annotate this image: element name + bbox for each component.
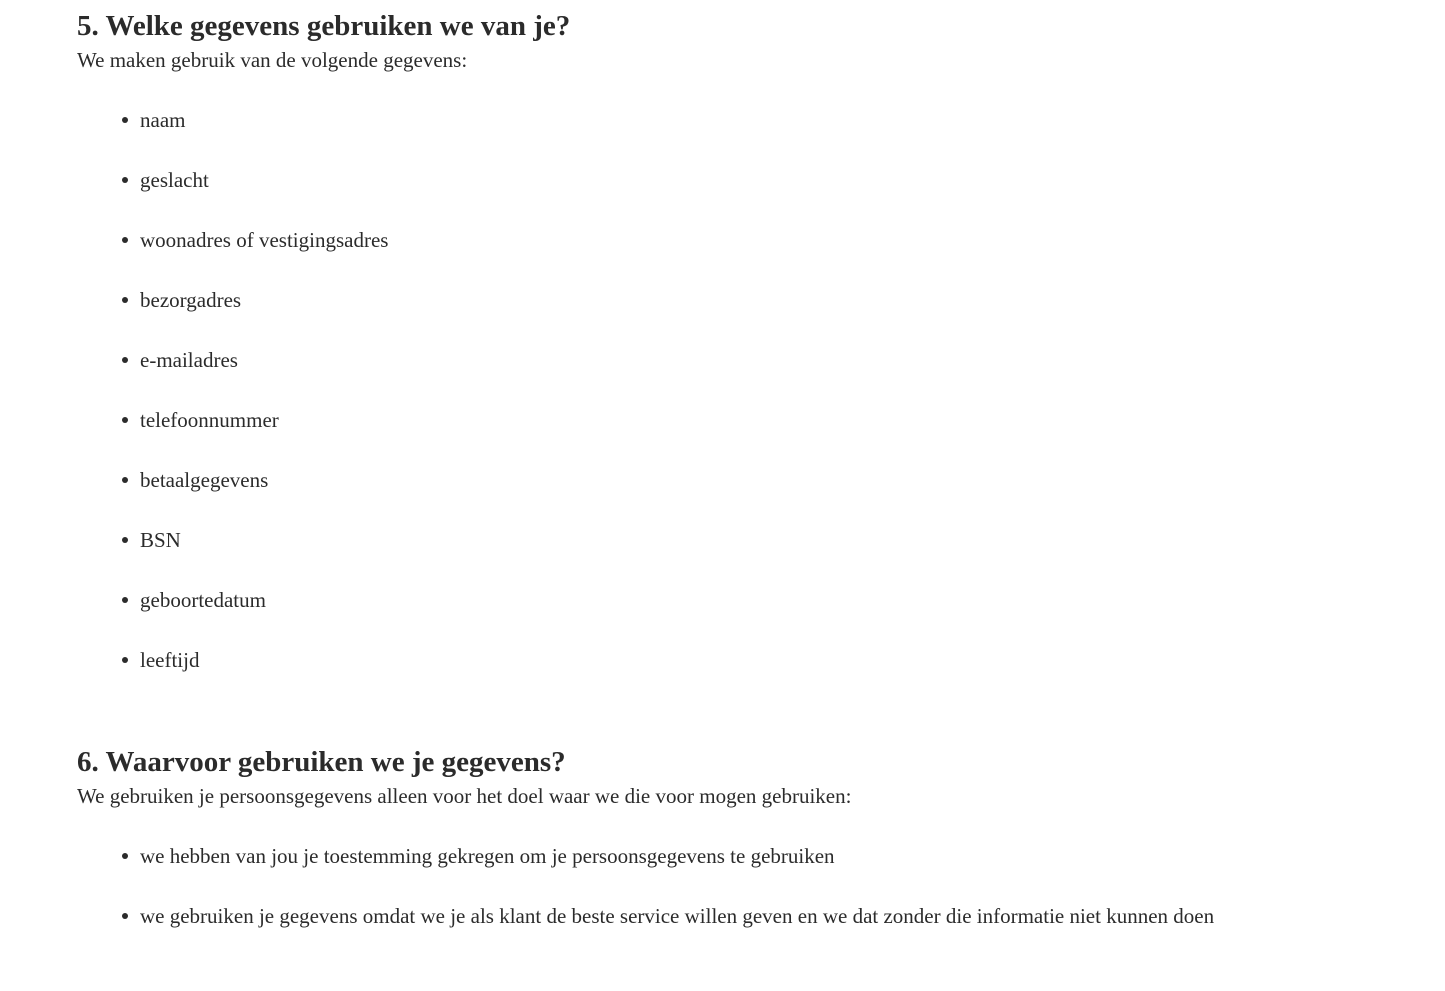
section-data-purpose	[77, 744, 1214, 963]
section-data-used	[77, 8, 570, 707]
list-item-geboortedatum	[77, 587, 570, 647]
list-item-label: naam	[140, 108, 186, 132]
bullet-icon	[122, 237, 128, 243]
list-item-label: we gebruiken je gegevens omdat we je als klant de beste service willen geven en we dat zonder die informatie niet kunnen doen	[140, 904, 1215, 928]
section-5-intro: We maken gebruik van de volgende gegevens:	[77, 48, 468, 72]
bullet-icon	[122, 913, 128, 919]
list-item-betaalgegevens	[77, 467, 570, 527]
list-item-label: telefoonnummer	[140, 408, 279, 432]
list-item-label: BSN	[140, 528, 181, 552]
bullet-icon	[122, 537, 128, 543]
list-item-label: geboortedatum	[140, 588, 266, 612]
bullet-icon	[122, 297, 128, 303]
list-item-label: geslacht	[140, 168, 209, 192]
bullet-icon	[122, 177, 128, 183]
bullet-icon	[122, 117, 128, 123]
section-6-heading: 6. Waarvoor gebruiken we je gegevens?	[77, 746, 566, 778]
list-item-label: we hebben van jou je toestemming gekregen om je persoonsgegevens te gebruiken	[140, 844, 835, 868]
list-item-label: woonadres of vestigingsadres	[140, 228, 389, 252]
list-item-toestemming	[77, 843, 1214, 903]
bullet-icon	[122, 477, 128, 483]
list-item-label: betaalgegevens	[140, 468, 269, 492]
list-item-label: bezorgadres	[140, 288, 242, 312]
bullet-icon	[122, 853, 128, 859]
list-item-bsn	[77, 527, 570, 587]
section-5-heading: 5. Welke gegevens gebruiken we van je?	[77, 10, 571, 42]
list-item-naam	[77, 107, 570, 167]
bullet-icon	[122, 657, 128, 663]
bullet-icon	[122, 597, 128, 603]
list-item-label: e-mailadres	[140, 348, 238, 372]
list-item-label: leeftijd	[140, 648, 200, 672]
list-item-telefoonnummer	[77, 407, 570, 467]
list-item-emailadres	[77, 347, 570, 407]
list-item-leeftijd	[77, 647, 570, 707]
list-item-woonadres	[77, 227, 570, 287]
bullet-icon	[122, 417, 128, 423]
list-item-bezorgadres	[77, 287, 570, 347]
list-item-service	[77, 903, 1214, 963]
section-6-list	[77, 843, 1214, 963]
list-item-geslacht	[77, 167, 570, 227]
section-5-list	[77, 107, 570, 707]
bullet-icon	[122, 357, 128, 363]
section-6-intro: We gebruiken je persoonsgegevens alleen voor het doel waar we die voor mogen gebruiken:	[77, 784, 852, 808]
